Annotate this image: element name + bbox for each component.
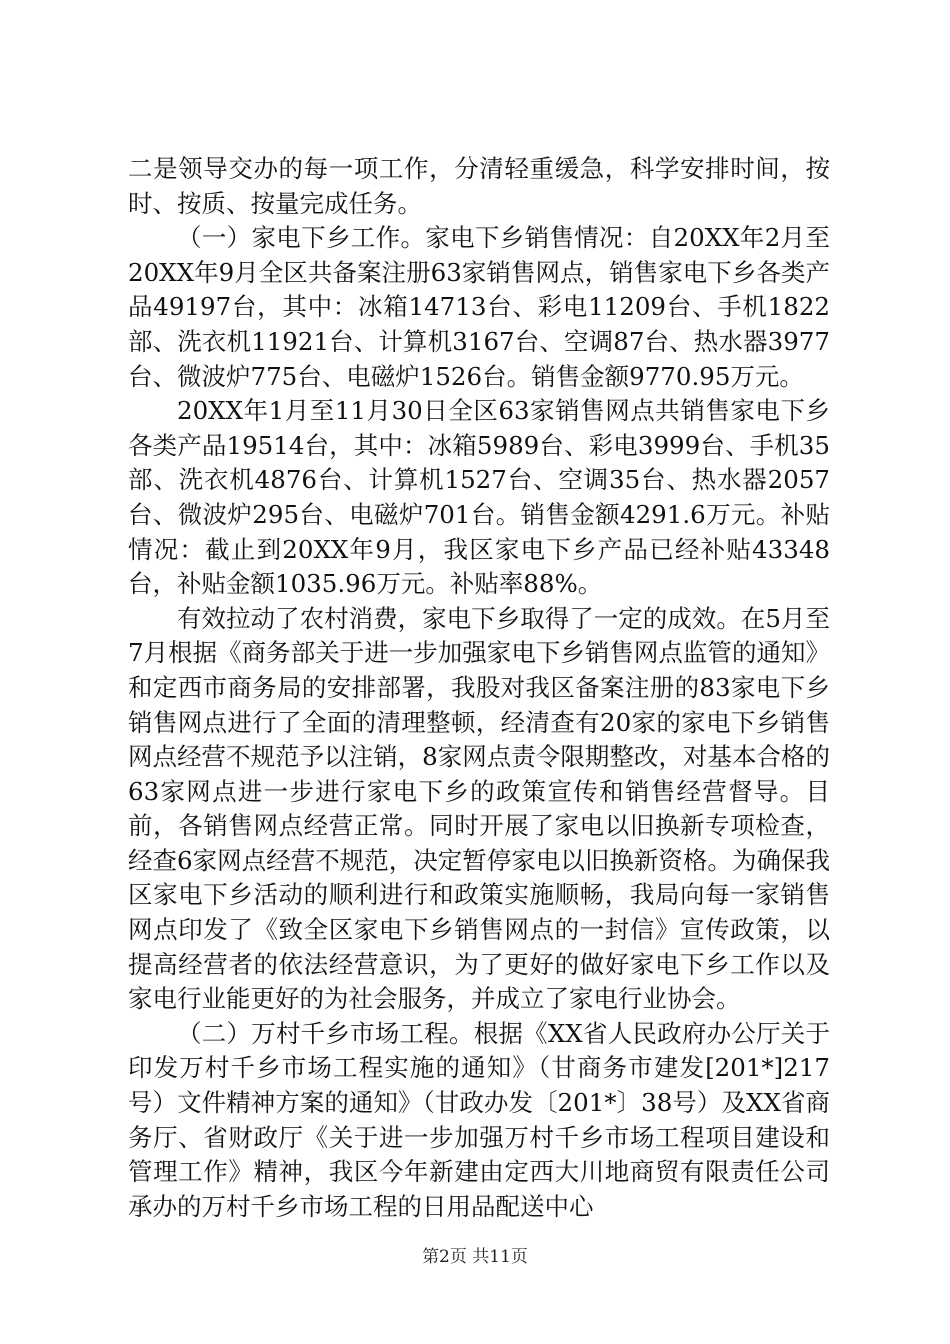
page-number-footer: 第2页 共11页 <box>422 1247 528 1267</box>
paragraph: 20XX年1月至11月30日全区63家销售网点共销售家电下乡各类产品19514台，其中：冰箱5989台、彩电3999台、手机35部、洗衣机4876台、计算机1527台、空调35台、热水器2057台、微波炉295台、电磁炉701台。销售金额4291.6万元。补贴情况：截止到20XX年9月，我区家电下乡产品已经补贴43348台，补贴金额1035.96万元。补贴率88%。 <box>128 396 830 599</box>
document-body <box>128 152 830 1224</box>
paragraph: 有效拉动了农村消费，家电下乡取得了一定的成效。在5月至7月根据《商务部关于进一步加强家电下乡销售网点监管的通知》和定西市商务局的安排部署，我股对我区备案注册的83家电下乡销售网点进行了全面的清理整顿，经清查有20家的家电下乡销售网点经营不规范予以注销，8家网点责令限期整改，对基本合格的63家网点进一步进行家电下乡的政策宣传和销售经营督导。目前，各销售网点经营正常。同时开展了家电以旧换新专项检查，经查6家网点经营不规范，决定暂停家电以旧换新资格。为确保我区家电下乡活动的顺利进行和政策实施顺畅，我局向每一家销售网点印发了《致全区家电下乡销售网点的一封信》宣传政策，以提高经营者的依法经营意识，为了更好的做好家电下乡工作以及家电行业能更好的为社会服务，并成立了家电行业协会。 <box>128 603 830 1014</box>
paragraph: （二）万村千乡市场工程。根据《XX省人民政府办公厅关于印发万村千乡市场工程实施的通知》（甘商务市建发[201*]217号）文件精神方案的通知》（甘政办发〔201*〕38号）及XX省商务厅、省财政厅《关于进一步加强万村千乡市场工程项目建设和管理工作》精神，我区今年新建由定西大川地商贸有限责任公司承办的万村千乡市场工程的日用品配送中心 <box>128 1018 830 1221</box>
paragraph: （一）家电下乡工作。家电下乡销售情况：自20XX年2月至20XX年9月全区共备案注册63家销售网点，销售家电下乡各类产品49197台，其中：冰箱14713台、彩电11209台、手机1822部、洗衣机11921台、计算机3167台、空调87台、热水器3977台、微波炉775台、电磁炉1526台。销售金额9770.95万元。 <box>128 223 830 391</box>
paragraph: 二是领导交办的每一项工作，分清轻重缓急，科学安排时间，按时、按质、按量完成任务。 <box>128 154 830 218</box>
